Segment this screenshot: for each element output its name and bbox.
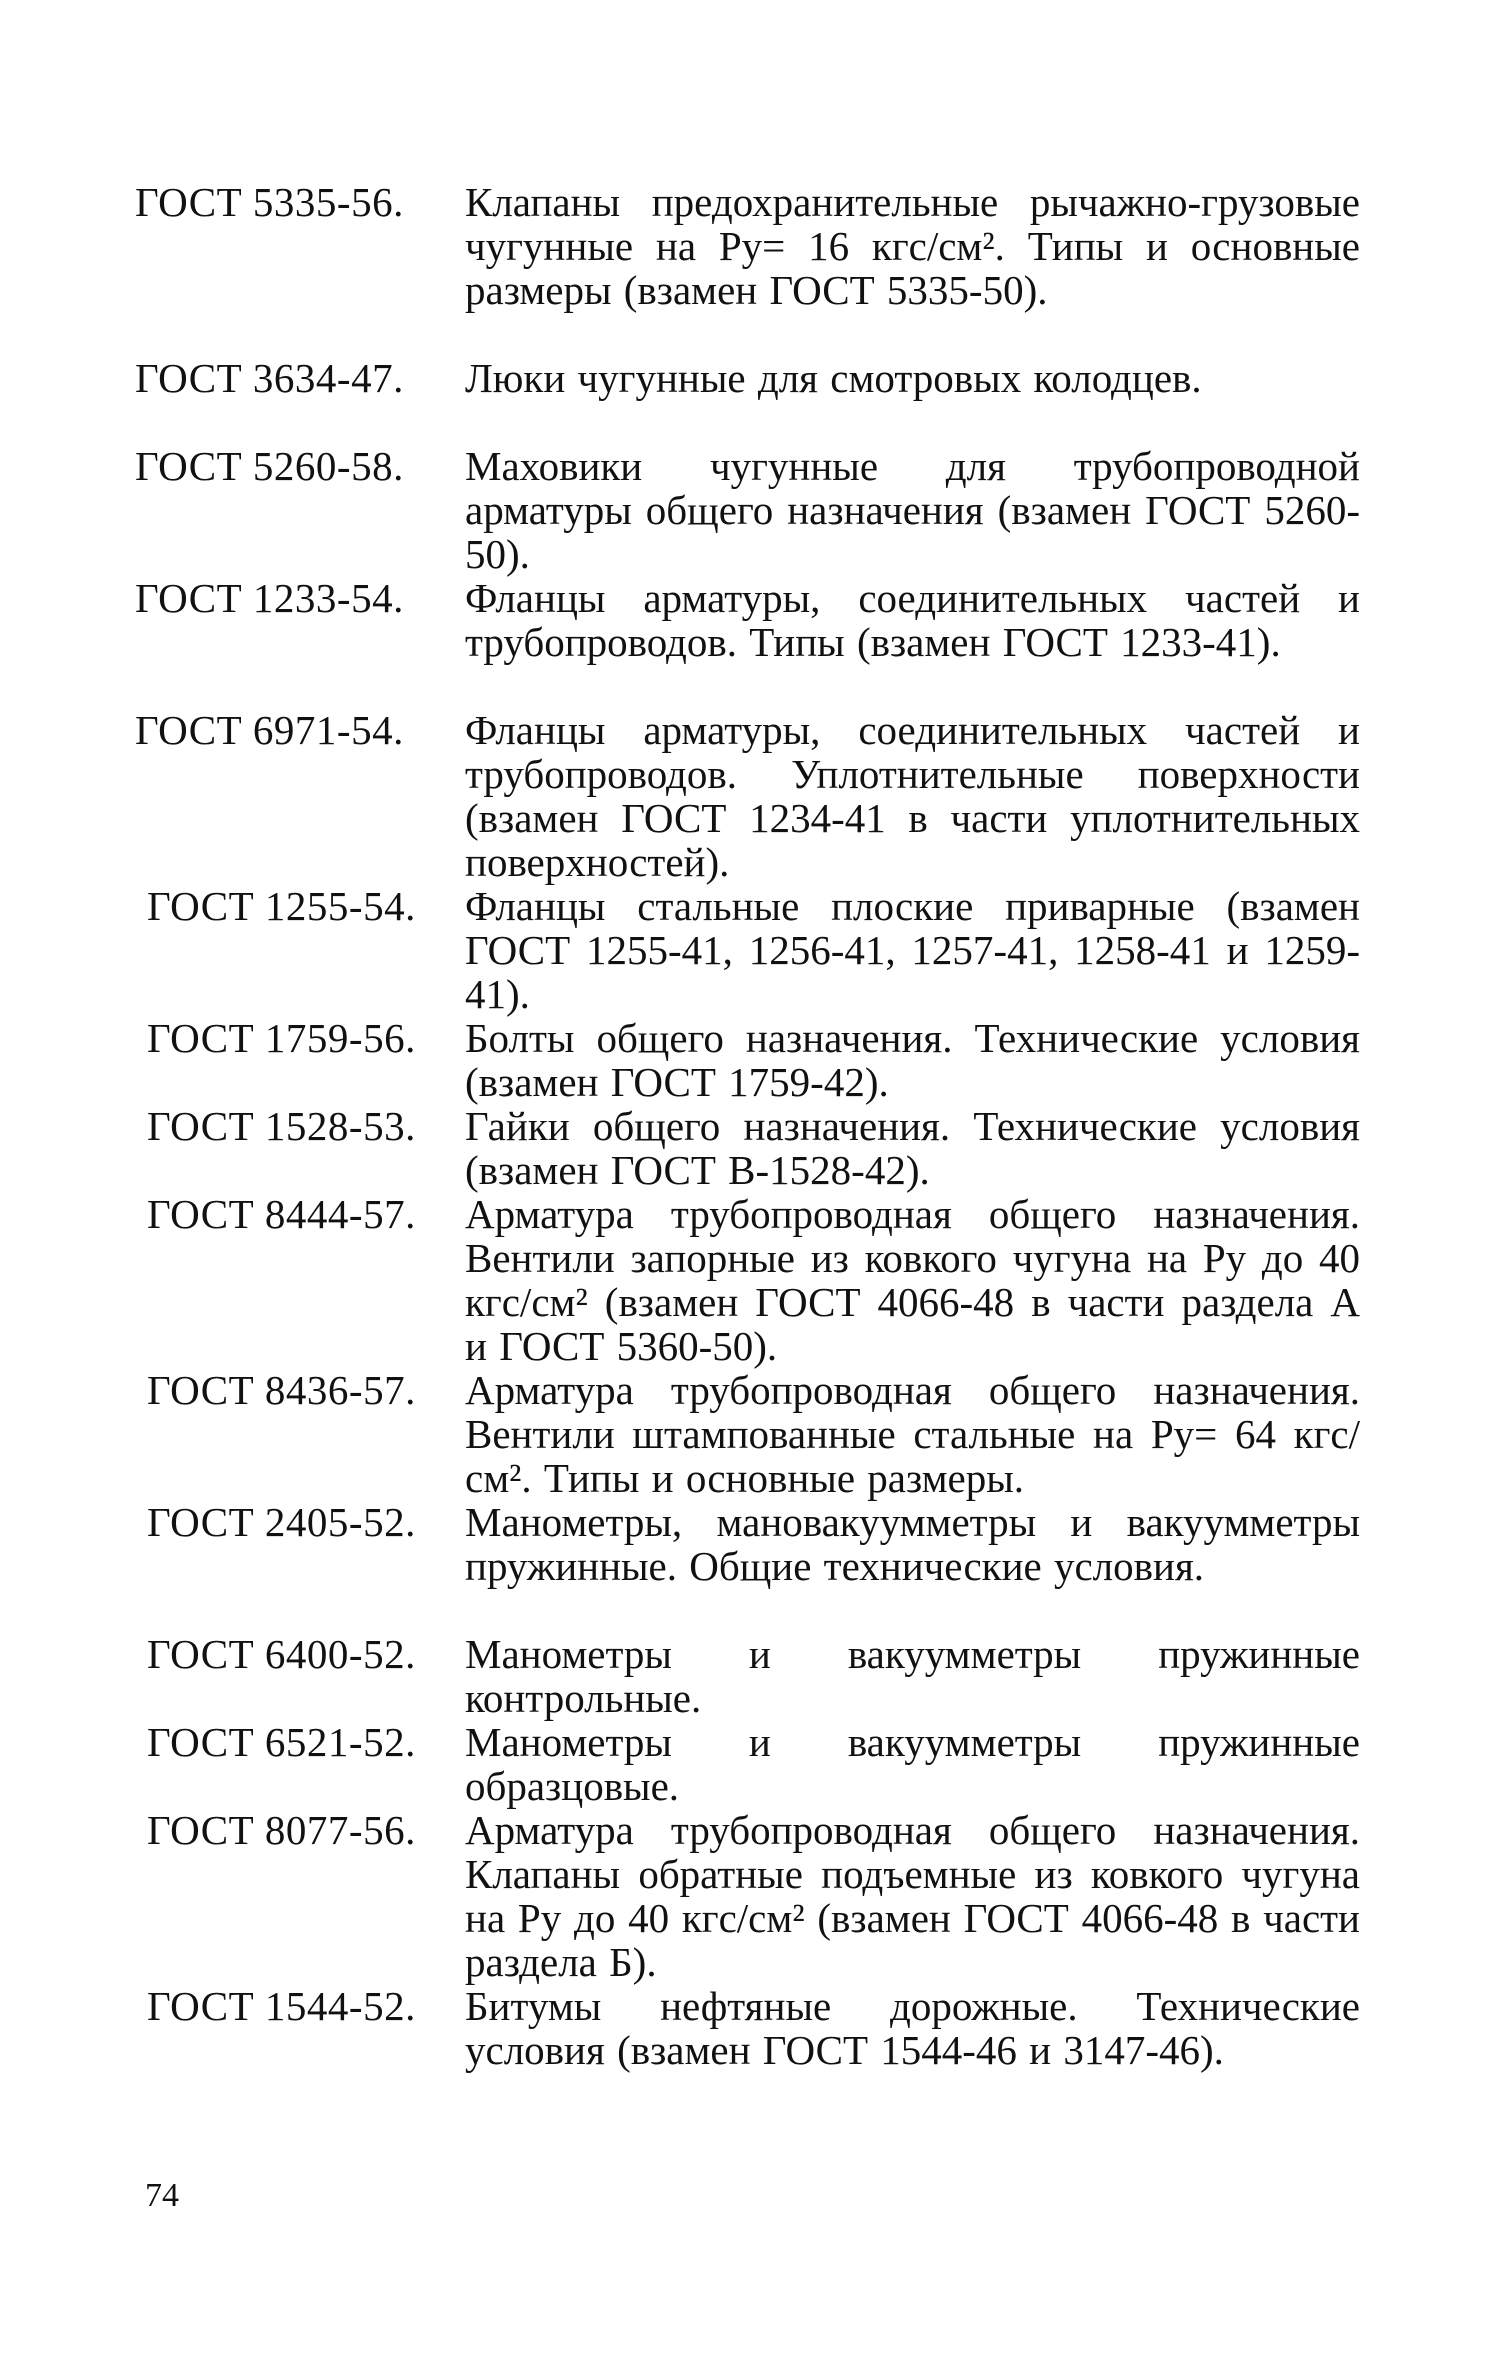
standard-title: Манометры и вакуумметры пружинные образцовые. — [465, 1719, 1360, 1809]
list-item — [135, 1192, 1360, 1368]
standard-code: ГОСТ 2405-52. — [147, 1499, 416, 1545]
list-item — [135, 1368, 1360, 1500]
list-item — [135, 1016, 1360, 1104]
standard-title: Арматура трубопроводная общего назначения. Вентили штампованные стальные на Pу= 64 кгс/см². Типы и основные размеры. — [465, 1367, 1360, 1501]
standards-list — [135, 180, 1360, 2116]
standard-title: Фланцы арматуры, соединительных частей и трубопроводов. Уплотнительные поверхности (взамен ГОСТ 1234-41 в части уплотнительных поверхностей). — [465, 707, 1360, 885]
list-item — [135, 180, 1360, 356]
standard-title: Битумы нефтяные дорожные. Технические условия (взамен ГОСТ 1544-46 и 3147-46). — [465, 1983, 1360, 2073]
standard-code: ГОСТ 8444-57. — [147, 1191, 416, 1237]
standard-title: Арматура трубопроводная общего назначения. Клапаны обратные подъемные из ковкого чугуна на Pу до 40 кгс/см² (взамен ГОСТ 4066-48 в части раздела Б). — [465, 1807, 1360, 1985]
standard-code: ГОСТ 1255-54. — [147, 883, 416, 929]
standard-code: ГОСТ 1233-54. — [135, 575, 404, 621]
list-item — [135, 576, 1360, 708]
standard-code: ГОСТ 5260-58. — [135, 443, 404, 489]
standard-code: ГОСТ 6521-52. — [147, 1719, 416, 1765]
standard-title: Люки чугунные для смотровых колодцев. — [465, 355, 1202, 401]
standard-code: ГОСТ 6971-54. — [135, 707, 404, 753]
standard-title: Маховики чугунные для трубопроводной арматуры общего назначения (взамен ГОСТ 5260-50). — [465, 443, 1360, 577]
standard-code: ГОСТ 3634-47. — [135, 355, 404, 401]
standard-code: ГОСТ 8436-57. — [147, 1367, 416, 1413]
standard-title: Фланцы арматуры, соединительных частей и трубопроводов. Типы (взамен ГОСТ 1233-41). — [465, 575, 1360, 665]
standard-title: Манометры и вакуумметры пружинные контрольные. — [465, 1631, 1360, 1721]
list-item — [135, 1808, 1360, 1984]
list-item — [135, 1632, 1360, 1720]
list-item — [135, 1984, 1360, 2116]
standard-code: ГОСТ 1528-53. — [147, 1103, 416, 1149]
standard-code: ГОСТ 1544-52. — [147, 1983, 416, 2029]
standard-title: Болты общего назначения. Технические условия (взамен ГОСТ 1759-42). — [465, 1015, 1360, 1105]
standard-code: ГОСТ 5335-56. — [135, 179, 404, 225]
list-item — [135, 1500, 1360, 1632]
standard-code: ГОСТ 8077-56. — [147, 1807, 416, 1853]
list-item — [135, 1720, 1360, 1808]
standard-title: Фланцы стальные плоские приварные (взамен ГОСТ 1255-41, 1256-41, 1257-41, 1258-41 и 1259-41). — [465, 883, 1360, 1017]
list-item — [135, 708, 1360, 884]
list-item — [135, 356, 1360, 444]
standard-title: Арматура трубопроводная общего назначения. Вентили запорные из ковкого чугуна на Pу до 40 кгс/см² (взамен ГОСТ 4066-48 в части раздела А и ГОСТ 5360-50). — [465, 1191, 1360, 1369]
standard-title: Гайки общего назначения. Технические условия (взамен ГОСТ В-1528-42). — [465, 1103, 1360, 1193]
standard-code: ГОСТ 6400-52. — [147, 1631, 416, 1677]
standard-title: Клапаны предохранительные рычажно-грузовые чугунные на Pу= 16 кгс/см². Типы и основные размеры (взамен ГОСТ 5335-50). — [465, 179, 1360, 313]
list-item — [135, 1104, 1360, 1192]
standard-code: ГОСТ 1759-56. — [147, 1015, 416, 1061]
page-number: 74 — [145, 2177, 179, 2214]
standard-title: Манометры, мановакуумметры и вакуумметры пружинные. Общие технические условия. — [465, 1499, 1360, 1589]
list-item — [135, 444, 1360, 576]
list-item — [135, 884, 1360, 1016]
